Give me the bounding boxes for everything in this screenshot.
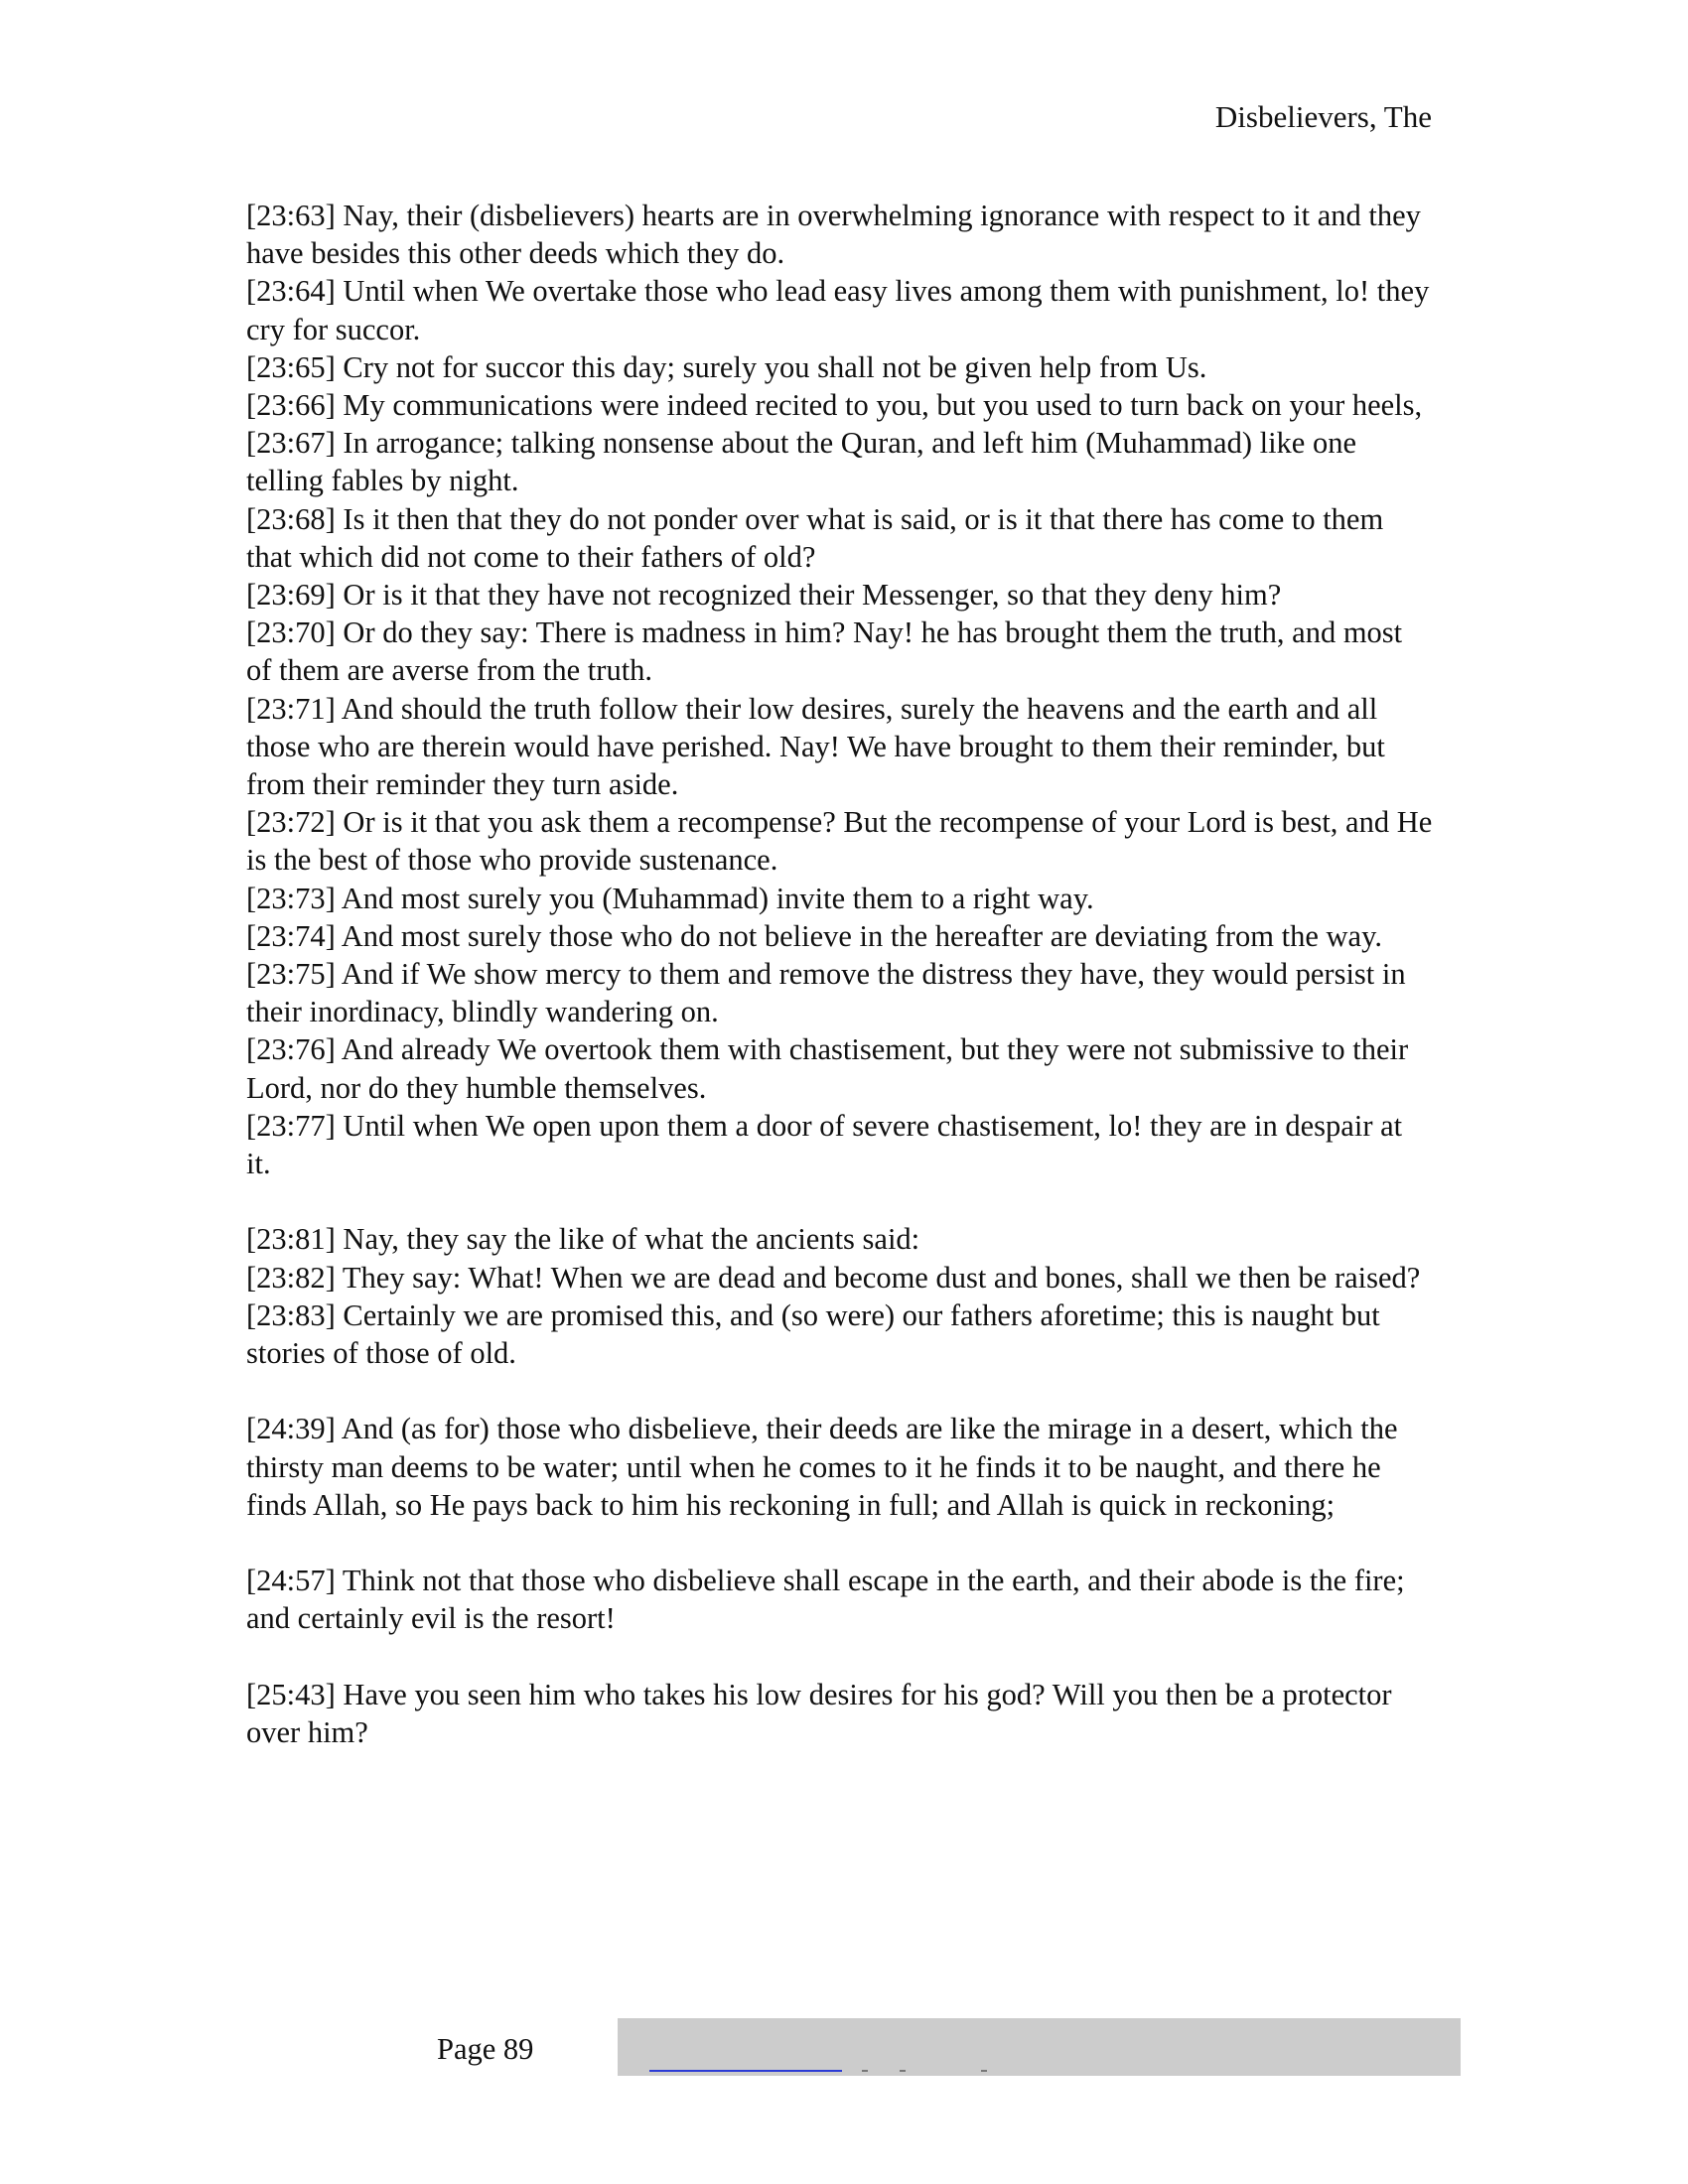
paragraph-gap [246, 1524, 1434, 1562]
verse: [23:82] They say: What! When we are dead and become dust and bones, shall we then be raised? [246, 1260, 1421, 1295]
verse: [23:68] Is it then that they do not ponder over what is said, or is it that there has come to them that which did not come to their fathers of old? [246, 501, 1384, 574]
verse: [23:77] Until when We open upon them a door of severe chastisement, lo! they are in despair at it. [246, 1108, 1403, 1181]
verse: [23:69] Or is it that they have not recognized their Messenger, so that they deny him? [246, 578, 1282, 613]
paragraph-gap [246, 1638, 1434, 1676]
verse: [23:75] And if We show mercy to them and remove the distress they have, they would persist in their inordinacy, blindly wandering on. [246, 957, 1406, 1029]
verse: [23:83] Certainly we are promised this, and (so were) our fathers aforetime; this is naught but stories of those of old. [246, 1297, 1380, 1371]
verse: [25:43] Have you seen him who takes his low desires for his god? Will you then be a protector over him? [246, 1677, 1392, 1750]
verse-group [246, 197, 1434, 1182]
footer-mark [900, 2070, 906, 2072]
verse-group [246, 1410, 1434, 1524]
verse: [23:76] And already We overtook them with chastisement, but they were not submissive to their Lord, nor do they humble themselves. [246, 1032, 1409, 1105]
running-header: Disbelievers, The [1214, 99, 1432, 134]
footer-banner [618, 2018, 1461, 2076]
verse: [23:71] And should the truth follow their low desires, surely the heavens and the earth and all those who are therein would have perished. Nay! We have brought to them their reminder, but from their reminder they turn aside. [246, 691, 1385, 802]
footer-link-underline[interactable] [649, 2070, 842, 2072]
verse-list [246, 197, 1434, 1751]
verse: [23:74] And most surely those who do not believe in the hereafter are deviating from the way. [246, 918, 1382, 953]
verse: [23:67] In arrogance; talking nonsense about the Quran, and left him (Muhammad) like one telling fables by night. [246, 426, 1357, 498]
verse: [23:72] Or is it that you ask them a recompense? But the recompense of your Lord is best, and He is the best of those who provide sustenance. [246, 805, 1433, 878]
verse: [23:70] Or do they say: There is madness in him? Nay! he has brought them the truth, and most of them are averse from the truth. [246, 615, 1403, 688]
paragraph-gap [246, 1182, 1434, 1220]
page-number: Page 89 [437, 2032, 534, 2066]
footer-mark [862, 2070, 868, 2072]
footer-mark [981, 2070, 987, 2072]
verse: [23:73] And most surely you (Muhammad) invite them to a right way. [246, 881, 1094, 915]
verse: [23:64] Until when We overtake those who lead easy lives among them with punishment, lo! they cry for succor. [246, 274, 1430, 346]
verse: [23:65] Cry not for succor this day; surely you shall not be given help from Us. [246, 349, 1207, 384]
verse-group [246, 1562, 1434, 1637]
paragraph-gap [246, 1372, 1434, 1410]
verse-group [246, 1676, 1434, 1751]
verse: [24:39] And (as for) those who disbelieve, their deeds are like the mirage in a desert, which the thirsty man deems to be water; until when he comes to it he finds it to be naught, and there he finds Allah, so He pays back to him his reckoning in full; and Allah is quick in reckoning; [246, 1412, 1398, 1522]
verse: [23:81] Nay, they say the like of what the ancients said: [246, 1222, 920, 1257]
verse-group [246, 1220, 1434, 1372]
verse: [24:57] Think not that those who disbelieve shall escape in the earth, and their abode is the fire; and certainly evil is the resort! [246, 1564, 1405, 1636]
verse: [23:66] My communications were indeed recited to you, but you used to turn back on your heels, [246, 388, 1423, 423]
verse: [23:63] Nay, their (disbelievers) hearts are in overwhelming ignorance with respect to it and they have besides this other deeds which they do. [246, 199, 1421, 271]
